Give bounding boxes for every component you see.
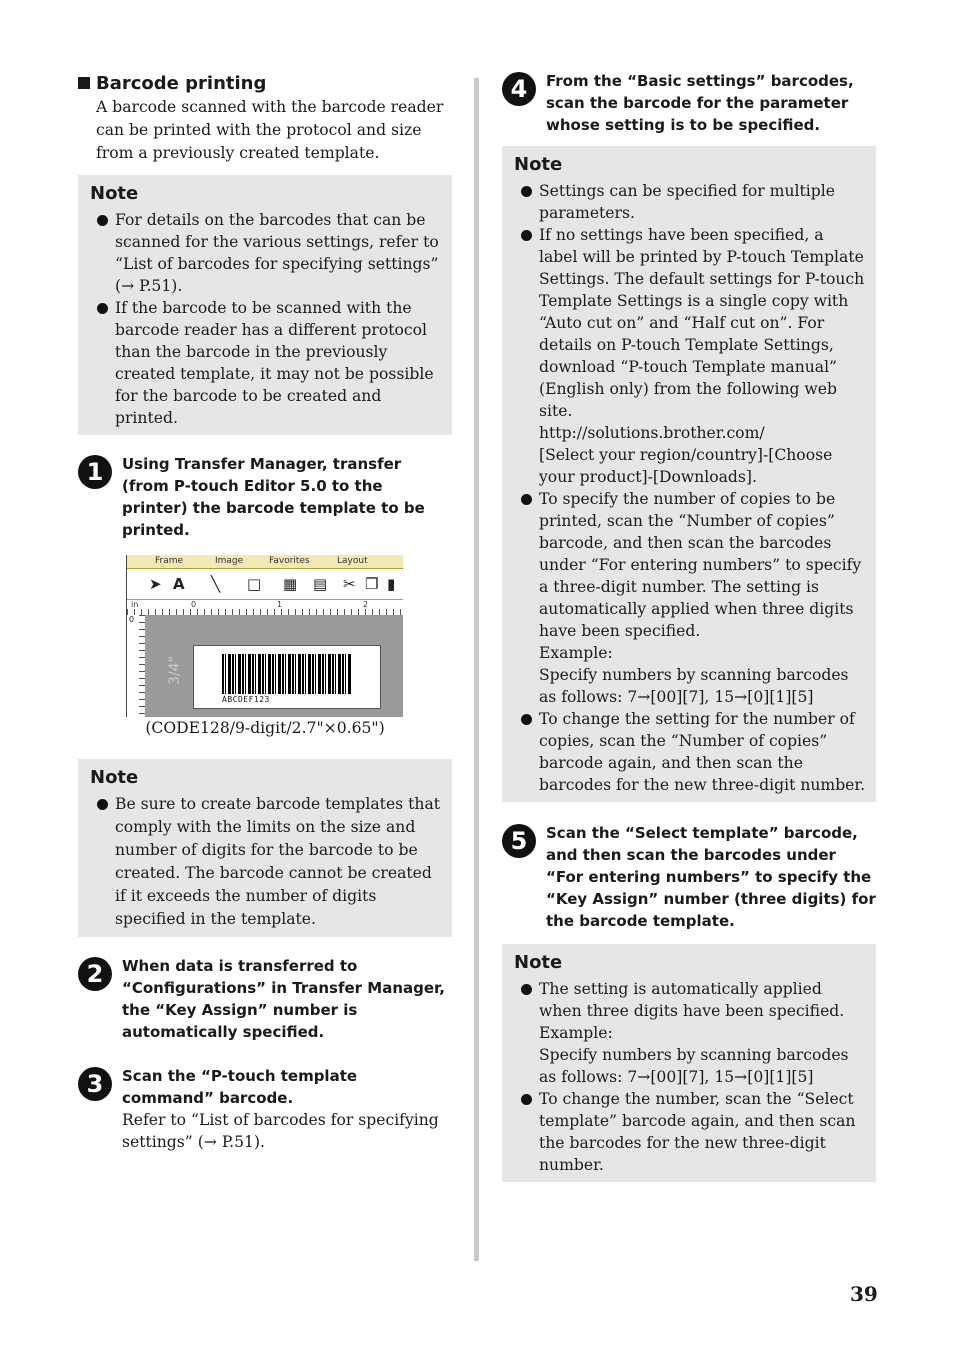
note-item-text: To specify the number of copies to be printed, scan the “Number of copies” barcode, and then scan the barcodes under “For entering numbers” to specify a three-digit number. The setting is automatically applied when three digits have been specified. xyxy=(539,490,862,640)
pointer-icon: ➤ xyxy=(149,575,162,593)
step-2-heading: When data is transferred to “Configurations” in Transfer Manager, the “Key Assign” number is automatically specified. xyxy=(122,957,445,1041)
note-item-text: For details on the barcodes that can be scanned for the various settings, refer to “List of barcodes for specifying settings” (→ P.51). xyxy=(115,211,439,295)
left-column xyxy=(78,70,452,1153)
note-title: Note xyxy=(90,767,139,788)
toolbar xyxy=(127,569,403,600)
step-number-1-icon: 1 xyxy=(78,455,112,489)
step-5 xyxy=(502,822,876,932)
note-box-1 xyxy=(78,175,452,435)
cut-icon: ✂ xyxy=(343,575,356,593)
column-divider xyxy=(474,78,479,1261)
step-number-4-icon: 4 xyxy=(502,72,536,106)
bullet-icon xyxy=(97,303,108,314)
ruler-mark: 2 xyxy=(363,600,369,609)
shape-tool-icon: □ xyxy=(247,575,262,593)
step-number-5-icon: 5 xyxy=(502,824,536,858)
page-number: 39 xyxy=(850,1282,878,1306)
note-item xyxy=(514,708,866,796)
note-item-text: If the barcode to be scanned with the barcode reader has a different protocol than the barcode in the previously created template, it may not be possible for the barcode to be created and printed. xyxy=(115,299,434,427)
note-item xyxy=(514,180,866,224)
note-item-text: Settings can be specified for multiple parameters. xyxy=(539,182,835,222)
right-column xyxy=(502,70,876,1182)
note-item xyxy=(90,793,442,931)
example-label: Example: xyxy=(539,1024,613,1042)
note-title: Note xyxy=(514,154,563,175)
step-number-2-icon: 2 xyxy=(78,957,112,991)
figure-caption: (CODE128/9-digit/2.7"×0.65") xyxy=(145,719,385,737)
note-item xyxy=(514,488,866,708)
bullet-icon xyxy=(521,494,532,505)
example-text: Specify numbers by scanning barcodes as follows: 7→[00][7], 15→[0][1][5] xyxy=(539,666,849,706)
bullet-icon xyxy=(521,186,532,197)
note-box-3 xyxy=(502,146,876,802)
step-3-text: Refer to “List of barcodes for specifying settings” (→ P.51). xyxy=(122,1111,439,1151)
note-item xyxy=(514,1088,866,1176)
table-tool-icon: ▦ xyxy=(283,575,298,593)
note-item-text: Be sure to create barcode templates that comply with the limits on the size and number of digits for the barcode to be created. The barcode cannot be created if it exceeds the number of digits specified in the template. xyxy=(115,795,441,928)
vertical-ruler xyxy=(127,615,146,717)
square-bullet-icon xyxy=(78,77,90,89)
section-title xyxy=(78,72,452,96)
step-5-heading: Scan the “Select template” barcode, and then scan the barcodes under “For entering numbers” to specify the “Key Assign” number (three digits) for the barcode template. xyxy=(546,824,876,930)
section-title-text: Barcode printing xyxy=(96,73,267,94)
line-tool-icon: ╲ xyxy=(211,575,221,593)
ruler-unit: in xyxy=(131,600,139,609)
step-1 xyxy=(78,453,452,541)
editor-screenshot xyxy=(126,555,403,717)
note-item-text: If no settings have been specified, a label will be printed by P-touch Template Settings. The default settings for P-touch Template Settings is a single copy with “Auto cut on” and “Half cut on”. For details on P-touch Template Settings, download “P-touch Template manual” (English only) from the following web site. xyxy=(539,226,865,420)
editor-screenshot-figure xyxy=(126,555,402,739)
step-3-heading: Scan the “P-touch template command” barcode. xyxy=(122,1067,358,1107)
note-item xyxy=(90,209,442,297)
menu-item-image: Image xyxy=(215,556,244,566)
menu-item-frame: Frame xyxy=(155,556,184,566)
note-box-2 xyxy=(78,759,452,937)
intro-text: A barcode scanned with the barcode reader can be printed with the protocol and size from a previously created template. xyxy=(96,98,444,162)
vruler-mark: 0 xyxy=(129,615,135,624)
note-item xyxy=(514,978,866,1088)
ruler-mark: 1 xyxy=(277,600,283,609)
example-label: Example: xyxy=(539,644,613,662)
note-item xyxy=(90,297,442,429)
note-title: Note xyxy=(514,952,563,973)
note-item-text: The setting is automatically applied when three digits have been specified. xyxy=(539,980,845,1020)
bullet-icon xyxy=(521,714,532,725)
menu-item-layout: Layout xyxy=(337,556,368,566)
menu-item-favorites: Favorites xyxy=(269,556,310,566)
support-url: http://solutions.brother.com/ xyxy=(539,424,765,442)
example-text: Specify numbers by scanning barcodes as follows: 7→[00][7], 15→[0][1][5] xyxy=(539,1046,849,1086)
bullet-icon xyxy=(521,230,532,241)
note-box-4 xyxy=(502,944,876,1182)
note-item-text: To change the setting for the number of copies, scan the “Number of copies” barcode again, and then scan the barcodes for the new three-digit number. xyxy=(539,710,866,794)
barcode-label xyxy=(193,645,381,709)
note-item xyxy=(514,224,866,488)
note-title: Note xyxy=(90,183,139,204)
copy-icon: ❐ xyxy=(365,575,379,593)
step-1-heading: Using Transfer Manager, transfer (from P-touch Editor 5.0 to the printer) the barcode template to be printed. xyxy=(122,455,425,539)
download-path: [Select your region/country]-[Choose your product]-[Downloads]. xyxy=(539,446,833,486)
print-icon: ▤ xyxy=(313,575,328,593)
bullet-icon xyxy=(521,984,532,995)
step-4-heading: From the “Basic settings” barcodes, scan the barcode for the parameter whose setting is to be specified. xyxy=(546,72,854,134)
step-3 xyxy=(78,1065,452,1153)
label-size: 3/4" xyxy=(167,656,183,685)
bullet-icon xyxy=(97,215,108,226)
step-2 xyxy=(78,955,452,1043)
menu-bar xyxy=(127,555,403,569)
step-4 xyxy=(502,70,876,136)
note-item-text: To change the number, scan the “Select template” barcode again, and then scan the barcodes for the new three-digit number. xyxy=(539,1090,856,1174)
barcode-image xyxy=(222,654,352,694)
bullet-icon xyxy=(97,799,108,810)
ruler-mark: 0 xyxy=(191,600,197,609)
horizontal-ruler xyxy=(127,600,403,616)
barcode-text: ABCDEF123 xyxy=(222,695,270,704)
step-number-3-icon: 3 xyxy=(78,1067,112,1101)
bullet-icon xyxy=(521,1094,532,1105)
paste-icon: ▮ xyxy=(387,575,396,593)
text-tool-icon: A xyxy=(173,575,185,593)
